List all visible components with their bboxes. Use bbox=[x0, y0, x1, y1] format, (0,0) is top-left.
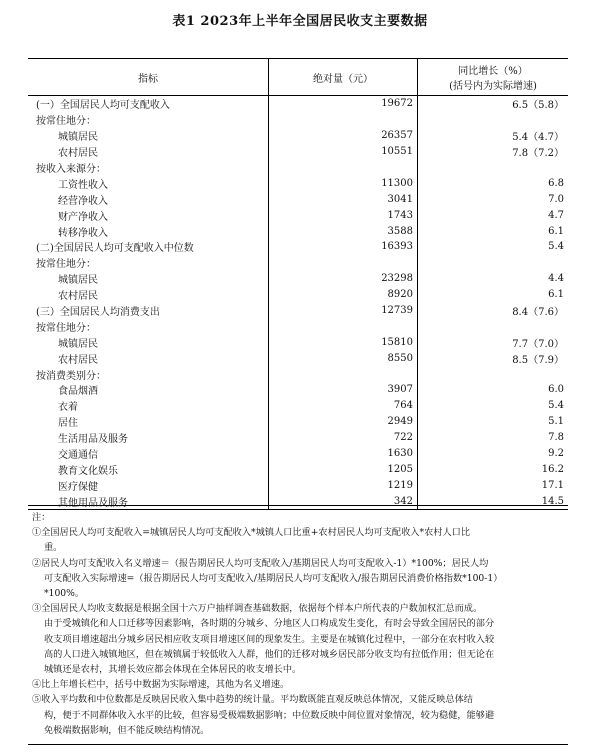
row-absolute: 8550 bbox=[269, 350, 418, 366]
row-label: 生活用品及服务 bbox=[28, 430, 269, 446]
row-absolute: 1219 bbox=[269, 477, 418, 493]
row-absolute: 1205 bbox=[269, 461, 418, 477]
row-label: 按常住地分： bbox=[28, 318, 269, 334]
note-3-cont: 高的人口进入城镇地区，但在城镇属于较低收入人群，他们的迁移对城乡居民部分收支均有拉低作用；但无论在 bbox=[44, 648, 495, 660]
table-row bbox=[28, 430, 568, 446]
row-growth: 4.7 bbox=[548, 209, 564, 221]
table-row bbox=[28, 112, 568, 128]
table-row bbox=[28, 191, 568, 207]
row-growth: 7.8 bbox=[548, 432, 564, 444]
row-absolute: 3041 bbox=[269, 191, 418, 207]
row-label: 教育文化娱乐 bbox=[28, 461, 269, 477]
table-row bbox=[28, 271, 568, 287]
table-row bbox=[28, 223, 568, 239]
table-row bbox=[28, 207, 568, 223]
row-label: 食品烟酒 bbox=[28, 382, 269, 398]
row-absolute: 11300 bbox=[269, 175, 418, 191]
note-2-cont: 可支配收入实际增速=（报告期居民人均可支配收入/基期居民人均可支配收入/报告期居民消费价格指数*100-1） bbox=[44, 572, 503, 584]
row-label: 城镇居民 bbox=[28, 128, 269, 144]
row-label: 按常住地分： bbox=[28, 255, 269, 271]
row-absolute: 1630 bbox=[269, 446, 418, 462]
row-label: (一）全国居民人均可支配收入 bbox=[28, 96, 269, 112]
row-growth: 5.4 bbox=[548, 241, 564, 253]
row-growth: 6.1 bbox=[548, 225, 564, 237]
table-row bbox=[28, 461, 568, 477]
row-absolute: 3588 bbox=[269, 223, 418, 239]
table-row bbox=[28, 128, 568, 144]
header-indicator: 指标 bbox=[28, 59, 269, 96]
income-expenditure-table bbox=[28, 58, 568, 510]
row-growth bbox=[418, 255, 569, 271]
note-3-cont: 收支项目增速超出分城乡居民相应收支项目增速区间的现象发生。主要是在城镇化过程中，一部分在农村收入较 bbox=[44, 633, 495, 645]
row-growth: 6.5（5.8） bbox=[512, 100, 564, 112]
row-absolute bbox=[269, 255, 418, 271]
row-label: (三）全国居民人均消费支出 bbox=[28, 303, 269, 319]
note-1: ①全国居民人均可支配收入=城镇居民人均可支配收入*城镇人口比重+农村居民人均可支配收入*农村人口比 bbox=[32, 527, 471, 539]
row-label: 经营净收入 bbox=[28, 191, 269, 207]
table-row bbox=[28, 477, 568, 493]
row-absolute: 1743 bbox=[269, 207, 418, 223]
row-label: 其他用品及服务 bbox=[28, 493, 269, 509]
table-row bbox=[28, 160, 568, 176]
row-growth: 6.0 bbox=[548, 384, 564, 396]
row-growth: 9.2 bbox=[548, 448, 564, 460]
table-row bbox=[28, 318, 568, 334]
row-growth: 17.1 bbox=[541, 479, 564, 491]
table-row bbox=[28, 287, 568, 303]
row-label: 城镇居民 bbox=[28, 271, 269, 287]
row-growth: 8.4（7.6） bbox=[512, 307, 564, 319]
table-row bbox=[28, 350, 568, 366]
row-absolute: 722 bbox=[269, 430, 418, 446]
row-label: 农村居民 bbox=[28, 144, 269, 160]
table-row bbox=[28, 255, 568, 271]
row-growth: 5.4（4.7） bbox=[512, 132, 564, 144]
header-growth-line1: 同比增长（%） bbox=[458, 66, 528, 77]
row-growth: 4.4 bbox=[548, 273, 564, 285]
row-growth: 16.2 bbox=[541, 463, 564, 475]
table-row bbox=[28, 175, 568, 191]
row-growth: 5.1 bbox=[548, 416, 564, 428]
row-label: 衣着 bbox=[28, 398, 269, 414]
row-label: 医疗保健 bbox=[28, 477, 269, 493]
row-absolute: 8920 bbox=[269, 287, 418, 303]
note-4: ④比上年增长栏中，括号中数据为实际增速，其他为名义增速。 bbox=[32, 679, 290, 691]
row-label: 按消费类别分： bbox=[28, 366, 269, 382]
note-2-cont: *100%。 bbox=[44, 588, 85, 600]
note-3-cont: 由于受城镇化和人口迁移等因素影响，各时期的分城乡、分地区人口构成发生变化，有时会导致全国居民的部分 bbox=[44, 618, 495, 630]
row-label: 按常住地分： bbox=[28, 112, 269, 128]
note-5-cont: 免极端数据影响，但不能反映结构情况。 bbox=[44, 724, 210, 736]
row-label: 城镇居民 bbox=[28, 334, 269, 350]
table-row bbox=[28, 414, 568, 430]
header-growth-line2: (括号内为实际增速) bbox=[449, 81, 537, 92]
row-absolute bbox=[269, 160, 418, 176]
row-absolute: 10551 bbox=[269, 144, 418, 160]
note-1-cont: 重。 bbox=[44, 542, 63, 554]
row-absolute: 23298 bbox=[269, 271, 418, 287]
table-row bbox=[28, 446, 568, 462]
row-growth bbox=[418, 318, 569, 334]
notes-heading: 注： bbox=[32, 512, 51, 523]
row-absolute: 3907 bbox=[269, 382, 418, 398]
table-title: 表1 2023年上半年全国居民收支主要数据 bbox=[172, 14, 428, 29]
row-label: 工资性收入 bbox=[28, 175, 269, 191]
note-5: ⑤收入平均数和中位数都是反映居民收入集中趋势的统计量。平均数既能直观反映总体情况，又能反映总体结 bbox=[32, 694, 473, 706]
row-label: 交通通信 bbox=[28, 446, 269, 462]
row-growth: 7.8（7.2） bbox=[512, 148, 564, 160]
row-growth bbox=[418, 160, 569, 176]
note-2: ②居民人均可支配收入名义增速＝（报告期居民人均可支配收入/基期居民人均可支配收入-1）*100%；居民人均 bbox=[32, 557, 489, 569]
row-absolute: 16393 bbox=[269, 239, 418, 255]
row-growth: 7.7（7.0） bbox=[512, 338, 564, 350]
row-growth: 6.8 bbox=[548, 177, 564, 189]
row-absolute: 12739 bbox=[269, 303, 418, 319]
row-absolute: 26357 bbox=[269, 128, 418, 144]
row-growth: 14.5 bbox=[418, 493, 569, 509]
row-absolute: 342 bbox=[269, 493, 418, 509]
row-label: 居住 bbox=[28, 414, 269, 430]
row-growth bbox=[418, 366, 569, 382]
row-absolute bbox=[269, 112, 418, 128]
table-row bbox=[28, 96, 568, 112]
note-3-cont: 城镇还是农村，其增长效应都会体现在全体居民的收支增长中。 bbox=[44, 664, 302, 676]
row-label: 转移净收入 bbox=[28, 223, 269, 239]
note-3: ③全国居民人均收支数据是根据全国十六万户抽样调查基础数据，依据每个样本户所代表的户数加权汇总而成。 bbox=[32, 603, 483, 615]
row-growth: 7.0 bbox=[548, 193, 564, 205]
row-label: 按收入来源分： bbox=[28, 160, 269, 176]
row-absolute: 764 bbox=[269, 398, 418, 414]
row-growth: 6.1 bbox=[548, 289, 564, 301]
row-label: (二)全国居民人均可支配收入中位数 bbox=[28, 239, 269, 255]
row-growth: 8.5（7.9） bbox=[512, 354, 564, 366]
notes-section bbox=[28, 505, 568, 745]
header-absolute: 绝对量（元） bbox=[269, 59, 418, 96]
row-label: 农村居民 bbox=[28, 350, 269, 366]
row-label: 财产净收入 bbox=[28, 207, 269, 223]
row-absolute: 19672 bbox=[269, 96, 418, 112]
table-row bbox=[28, 382, 568, 398]
row-label: 农村居民 bbox=[28, 287, 269, 303]
table-row bbox=[28, 366, 568, 382]
row-absolute bbox=[269, 366, 418, 382]
row-absolute bbox=[269, 318, 418, 334]
header-growth bbox=[418, 59, 569, 96]
table-row bbox=[28, 144, 568, 160]
table-row bbox=[28, 239, 568, 255]
table-row bbox=[28, 334, 568, 350]
row-growth bbox=[418, 112, 569, 128]
row-absolute: 15810 bbox=[269, 334, 418, 350]
table-row bbox=[28, 303, 568, 319]
header-row bbox=[28, 59, 568, 96]
row-growth: 5.4 bbox=[548, 400, 564, 412]
row-absolute: 2949 bbox=[269, 414, 418, 430]
table-row bbox=[28, 398, 568, 414]
note-5-cont: 构，便于不同群体收入水平的比较，但容易受极端数据影响；中位数反映中间位置对象情况，较为稳健，能够避 bbox=[44, 709, 495, 721]
